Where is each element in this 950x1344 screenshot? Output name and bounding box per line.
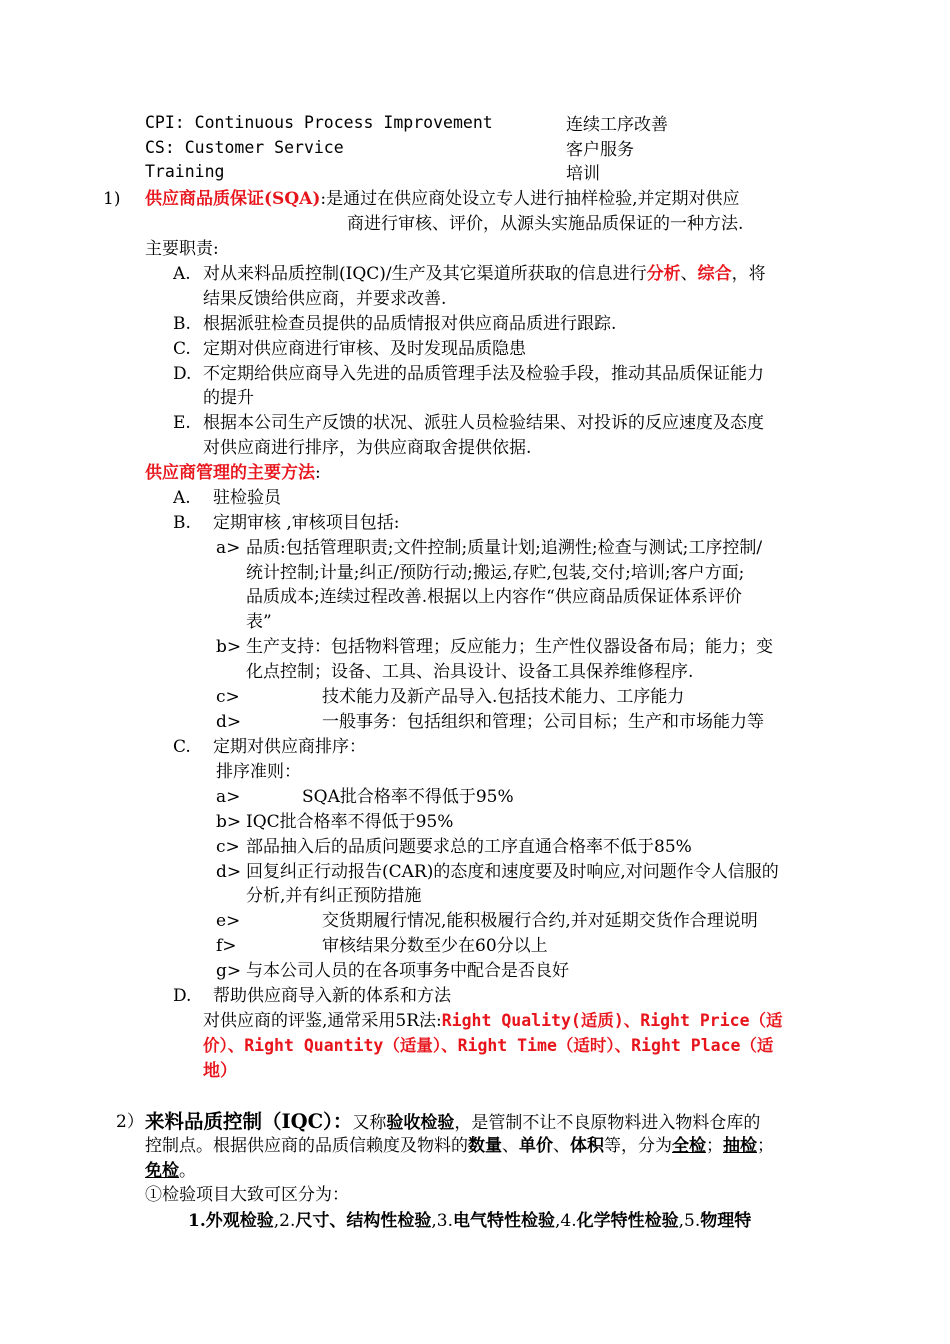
method-c-text: 定期对供应商排序： bbox=[213, 737, 366, 757]
ranking-f-text: 审核结果分数至少在60分以上 bbox=[322, 936, 548, 956]
audit-d-mark: d> bbox=[216, 712, 242, 732]
method-d-text: 帮助供应商导入新的体系和方法 bbox=[213, 986, 451, 1006]
audit-b-line-1: 生产支持：包括物料管理；反应能力；生产性仪器设备布局；能力；变 bbox=[246, 637, 773, 657]
duty-a-line-1 bbox=[203, 262, 766, 287]
kw-volume: 体积 bbox=[570, 1136, 604, 1156]
sep-2: 、 bbox=[553, 1136, 570, 1156]
section-2-number: 2） bbox=[116, 1112, 144, 1132]
audit-a-mark: a> bbox=[216, 538, 241, 558]
duty-e-letter: E. bbox=[173, 413, 191, 433]
sqa-definition-line-2: 商进行审核、评价，从源头实施品质保证的一种方法. bbox=[347, 214, 744, 234]
iqc-line-1-tail: ，是管制不让不良原物料进入物料仓库的 bbox=[454, 1113, 761, 1133]
audit-c-mark: c> bbox=[216, 687, 240, 707]
ranking-c-text: 部品抽入后的品质问题要求总的工序直通合格率不低于85% bbox=[246, 837, 692, 857]
item-sep-2: ,3. bbox=[431, 1211, 453, 1231]
eval-line-1 bbox=[203, 1009, 783, 1034]
keyword-synthesis: 综合 bbox=[697, 264, 732, 284]
iqc-line-3 bbox=[145, 1158, 196, 1184]
abbr-cs-zh: 客户服务 bbox=[566, 140, 634, 160]
iqc-line-2-text: 控制点。根据供应商的品质信赖度及物料的 bbox=[145, 1136, 468, 1156]
ranking-g-text: 与本公司人员的在各项事务中配合是否良好 bbox=[246, 961, 569, 981]
sep-4: ； bbox=[757, 1136, 774, 1156]
abbr-training-en: Training bbox=[145, 162, 225, 181]
ranking-f-mark: f> bbox=[216, 936, 237, 956]
method-c-letter: C. bbox=[173, 737, 191, 757]
methods-heading-line bbox=[145, 461, 321, 486]
duty-e-line-2: 对供应商进行排序，为供应商取舍提供依据. bbox=[203, 438, 532, 458]
item-sep-4: ,5. bbox=[678, 1211, 701, 1231]
duty-b-letter: B. bbox=[173, 314, 191, 334]
duty-b-text: 根据派驻检查员提供的品质情报对供应商品质进行跟踪. bbox=[203, 314, 617, 334]
eval-5r-line-2: 价）、Right Quantity（适量）、Right Time（适时）、Right Place（适 bbox=[203, 1036, 774, 1055]
duty-a-text: 对从来料品质控制(IQC)/生产及其它渠道所获取的信息进行 bbox=[203, 264, 647, 284]
abbr-training-zh: 培训 bbox=[566, 164, 600, 184]
sqa-definition-text: :是通过在供应商处设立专人进行抽样检验,并定期对供应 bbox=[320, 189, 740, 209]
audit-a-line-4: 表” bbox=[246, 612, 272, 632]
iqc-acceptance-inspection: 验收检验 bbox=[386, 1113, 455, 1133]
ranking-b-mark: b> bbox=[216, 812, 242, 832]
duty-e-line-1: 根据本公司生产反馈的状况、派驻人员检验结果、对投诉的反应速度及态度 bbox=[203, 413, 764, 433]
duty-d-line-2: 的提升 bbox=[203, 388, 254, 408]
ranking-d-line-1: 回复纠正行动报告(CAR)的态度和速度要及时响应,对问题作令人信服的 bbox=[246, 862, 779, 882]
sep-3: ； bbox=[706, 1136, 723, 1156]
kw-exemption: 免检 bbox=[145, 1161, 179, 1181]
duties-heading: 主要职责: bbox=[145, 239, 219, 259]
audit-b-line-2: 化点控制；设备、工具、治具设计、设备工具保养维修程序. bbox=[246, 662, 694, 682]
method-d-letter: D. bbox=[173, 986, 192, 1006]
sep-1: 、 bbox=[502, 1136, 519, 1156]
ranking-b-text: IQC批合格率不得低于95% bbox=[246, 812, 454, 832]
ranking-c-mark: c> bbox=[216, 837, 240, 857]
eval-5r-line-1: Right Quality(适质)、Right Price（适 bbox=[441, 1011, 783, 1030]
ranking-a-text: SQA批合格率不得低于95% bbox=[302, 787, 514, 807]
ranking-d-line-2: 分析,并有纠正预防措施 bbox=[246, 886, 422, 906]
kw-full-inspection: 全检 bbox=[672, 1136, 706, 1156]
duty-a-tail: ，将 bbox=[731, 264, 766, 284]
item-appearance: 1.外观检验 bbox=[188, 1211, 274, 1231]
duty-a-separator: 、 bbox=[680, 264, 698, 284]
iqc-divided-into: 等，分为 bbox=[604, 1136, 672, 1156]
kw-sampling-inspection: 抽检 bbox=[723, 1136, 757, 1156]
kw-quantity: 数量 bbox=[468, 1136, 502, 1156]
keyword-analysis: 分析 bbox=[646, 264, 681, 284]
section-1-number: 1) bbox=[103, 189, 121, 209]
abbr-cpi-en: CPI: Continuous Process Improvement bbox=[145, 113, 493, 132]
methods-heading: 供应商管理的主要方法 bbox=[145, 463, 315, 483]
ranking-e-text: 交货期履行情况,能积极履行合约,并对延期交货作合理说明 bbox=[322, 911, 758, 931]
ranking-a-mark: a> bbox=[216, 787, 241, 807]
item-electrical: 电气特性检验 bbox=[453, 1211, 555, 1231]
inspection-items-heading: ①检验项目大致可区分为： bbox=[145, 1185, 349, 1205]
kw-unit-price: 单价 bbox=[519, 1136, 553, 1156]
inspection-items-line bbox=[188, 1208, 751, 1234]
eval-5r-line-3: 地） bbox=[203, 1061, 237, 1081]
sqa-title: 供应商品质保证(SQA) bbox=[145, 189, 321, 209]
audit-a-line-2: 统计控制;计量;纠正/预防行动;搬运,存贮,包装,交付;培训;客户方面; bbox=[246, 563, 745, 583]
item-physical: 物理特 bbox=[700, 1211, 752, 1231]
duty-d-line-1: 不定期给供应商导入先进的品质管理手法及检验手段，推动其品质保证能力 bbox=[203, 364, 764, 384]
methods-colon: : bbox=[315, 463, 321, 483]
duty-a-letter: A. bbox=[173, 264, 191, 284]
duty-a-line-2: 结果反馈给供应商，并要求改善. bbox=[203, 289, 447, 309]
item-sep-3: ,4. bbox=[555, 1211, 577, 1231]
method-b-letter: B. bbox=[173, 513, 191, 533]
iqc-period: 。 bbox=[179, 1161, 196, 1181]
item-chemical: 化学特性检验 bbox=[576, 1211, 679, 1231]
sqa-definition-line-1 bbox=[145, 187, 740, 212]
ranking-g-mark: g> bbox=[216, 961, 242, 981]
eval-prefix: 对供应商的评鉴,通常采用5R法: bbox=[203, 1011, 442, 1031]
method-a-text: 驻检验员 bbox=[213, 488, 281, 508]
ranking-d-mark: d> bbox=[216, 862, 242, 882]
audit-c-text: 技术能力及新产品导入.包括技术能力、工序能力 bbox=[322, 687, 685, 707]
duty-c-letter: C. bbox=[173, 339, 191, 359]
audit-a-line-1: 品质:包括管理职责;文件控制;质量计划;追溯性;检查与测试;工序控制/ bbox=[246, 538, 763, 558]
iqc-line-2 bbox=[145, 1133, 774, 1159]
item-dimension: 尺寸、结构性检验 bbox=[295, 1211, 432, 1231]
abbr-cpi-zh: 连续工序改善 bbox=[566, 115, 668, 135]
duty-c-text: 定期对供应商进行审核、及时发现品质隐患 bbox=[203, 339, 526, 359]
iqc-also-called: 又称 bbox=[352, 1113, 387, 1133]
abbr-cs-en: CS: Customer Service bbox=[145, 138, 344, 157]
audit-b-mark: b> bbox=[216, 637, 242, 657]
ranking-e-mark: e> bbox=[216, 911, 241, 931]
duty-d-letter: D. bbox=[173, 364, 192, 384]
item-sep-1: ,2. bbox=[273, 1211, 296, 1231]
method-b-text: 定期审核 ,审核项目包括: bbox=[213, 513, 400, 533]
audit-d-text: 一般事务：包括组织和管理；公司目标；生产和市场能力等 bbox=[322, 712, 764, 732]
audit-a-line-3: 品质成本;连续过程改善.根据以上内容作“供应商品质保证体系评价 bbox=[246, 587, 742, 607]
method-a-letter: A. bbox=[173, 488, 191, 508]
iqc-title: 来料品质控制（IQC）： bbox=[145, 1110, 353, 1133]
ranking-heading: 排序准则： bbox=[216, 762, 301, 782]
